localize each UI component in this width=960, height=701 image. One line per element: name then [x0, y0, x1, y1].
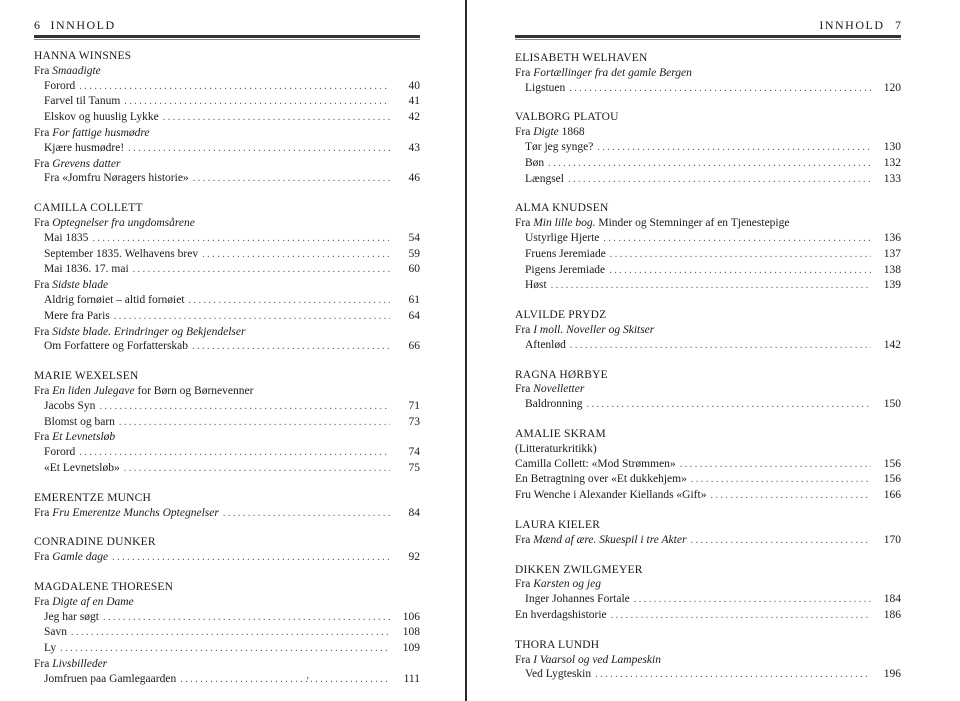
source-line — [515, 323, 901, 338]
source-line — [34, 325, 420, 340]
entry-title: Savn — [44, 626, 67, 639]
toc-entry — [34, 610, 420, 626]
toc-entry — [515, 472, 901, 488]
source-line — [34, 157, 420, 172]
author-section — [515, 201, 901, 294]
author-name: RAGNA HØRBYE — [515, 368, 608, 381]
source-heading — [34, 385, 253, 397]
toc-entry — [515, 81, 901, 97]
source-prefix: Fra — [34, 551, 50, 564]
entry-title: Pigens Jeremiade — [525, 263, 606, 276]
source-heading — [34, 506, 219, 521]
entry-page: 111 — [403, 672, 420, 685]
toc-entry — [515, 592, 901, 608]
entry-page: 137 — [883, 247, 901, 260]
right-page — [515, 0, 901, 701]
toc-entry — [34, 672, 420, 688]
entry-title: Baldronning — [525, 398, 583, 411]
entry-page: 66 — [408, 340, 420, 353]
author-name: ALVILDE PRYDZ — [515, 309, 607, 322]
source-line — [515, 66, 901, 81]
dot-leader — [79, 80, 390, 95]
entry-page: 61 — [408, 293, 420, 306]
source-prefix: Fra — [515, 66, 531, 79]
source-heading — [34, 431, 115, 443]
entry-page: 42 — [408, 111, 420, 124]
source-prefix: Fra — [515, 533, 531, 546]
source-prefix: Fra — [515, 383, 531, 396]
source-prefix: Fra — [515, 323, 531, 336]
entry-title: Jacobs Syn — [44, 399, 96, 412]
dot-leader — [163, 111, 390, 126]
source-prefix: Fra — [34, 384, 50, 397]
source-title: Fortællinger fra det gamle Bergen — [533, 66, 692, 79]
entry-page: 136 — [883, 231, 901, 244]
entry-title: Fru Wenche i Alexander Kiellands «Gift» — [515, 489, 707, 502]
author-name: DIKKEN ZWILGMEYER — [515, 563, 643, 576]
author-name: THORA LUNDH — [515, 638, 600, 651]
entry-title: Ved Lygteskin — [525, 668, 592, 681]
dot-leader — [710, 489, 871, 504]
source-heading — [515, 324, 654, 336]
entry-title: Mai 1835 — [44, 231, 89, 244]
source-title: I Vaarsol og ved Lampeskin — [533, 653, 661, 666]
dot-leader — [192, 340, 390, 355]
dot-leader — [609, 264, 871, 279]
source-line — [515, 216, 901, 231]
entry-page: 71 — [408, 399, 420, 412]
toc-column-left — [34, 49, 420, 701]
running-head-right — [515, 17, 901, 33]
dot-leader — [92, 232, 390, 247]
entry-page: 186 — [883, 608, 901, 621]
dot-leader — [119, 416, 390, 431]
dot-leader — [680, 458, 871, 473]
toc-entry — [515, 457, 901, 473]
stray-mark: ʼ — [306, 676, 310, 687]
author-section — [515, 563, 901, 624]
toc-entry — [515, 488, 901, 504]
entry-page: 170 — [883, 533, 901, 546]
author-section — [34, 535, 420, 566]
dot-leader — [551, 279, 871, 294]
entry-title: Blomst og barn — [44, 415, 115, 428]
author-name: ALMA KNUDSEN — [515, 202, 609, 215]
toc-entry — [515, 156, 901, 172]
author-name: MARIE WEXELSEN — [34, 370, 139, 383]
header-rule — [34, 35, 420, 38]
source-heading — [34, 217, 195, 229]
dot-leader — [189, 294, 390, 309]
dot-leader — [103, 611, 390, 626]
source-title: Fru Emerentze Munchs Optegnelser — [52, 506, 219, 519]
dot-leader — [634, 593, 871, 608]
toc-entry — [34, 94, 420, 110]
entry-title: Mere fra Paris — [44, 309, 110, 322]
source-title: Et Levnetsløb — [52, 431, 116, 444]
dot-leader — [114, 310, 390, 325]
source-prefix: Fra — [34, 325, 50, 338]
entry-title: Aldrig fornøiet – altid fornøiet — [44, 293, 185, 306]
source-title: Digte af en Dame — [52, 595, 134, 608]
toc-entry — [515, 247, 901, 263]
running-head-left — [34, 17, 420, 33]
source-heading — [34, 65, 101, 77]
source-line — [34, 550, 420, 566]
toc-entry — [515, 263, 901, 279]
source-heading — [34, 658, 107, 670]
toc-entry — [34, 415, 420, 431]
author-name: LAURA KIELER — [515, 518, 601, 531]
entry-title: Om Forfattere og Forfatterskab — [44, 340, 189, 353]
entry-title: En Betragtning over «Et dukkehjem» — [515, 473, 687, 486]
dot-leader — [124, 95, 390, 110]
entry-title: Tør jeg synge? — [525, 140, 594, 153]
entry-page: 46 — [408, 172, 420, 185]
source-title: Smaadigte — [52, 64, 101, 77]
toc-entry — [34, 247, 420, 263]
entry-title: Jeg har søgt — [44, 610, 99, 623]
source-prefix: Fra — [34, 595, 50, 608]
author-section — [34, 580, 420, 688]
toc-entry — [515, 278, 901, 294]
source-prefix: Fra — [34, 216, 50, 229]
header-rule — [515, 35, 901, 38]
source-prefix: Fra — [34, 657, 50, 670]
entry-page: 133 — [883, 172, 901, 185]
toc-entry — [515, 172, 901, 188]
toc-entry — [34, 110, 420, 126]
dot-leader — [690, 534, 871, 549]
source-prefix: Fra — [34, 126, 50, 139]
toc-entry — [515, 140, 901, 156]
author-section — [515, 518, 901, 549]
source-title: Karsten og jeg — [533, 578, 601, 591]
running-head-title: INNHOLD — [819, 18, 885, 32]
author-name: ELISABETH WELHAVEN — [515, 52, 648, 64]
entry-page: 54 — [408, 231, 420, 244]
source-title: En liden Julegave — [52, 384, 135, 397]
entry-page: 59 — [408, 247, 420, 260]
entry-page: 150 — [883, 398, 901, 411]
entry-title: Kjære husmødre! — [44, 141, 125, 154]
author-section — [34, 201, 420, 355]
source-prefix: Fra — [34, 506, 50, 519]
toc-column-right — [515, 51, 901, 697]
source-line — [34, 278, 420, 293]
entry-page: 75 — [408, 461, 420, 474]
author-section — [515, 368, 901, 413]
source-heading — [515, 67, 692, 79]
dot-leader — [60, 642, 390, 657]
entry-page: 41 — [408, 95, 420, 108]
toc-entry — [515, 231, 901, 247]
source-heading — [34, 326, 245, 338]
dot-leader — [603, 232, 871, 247]
author-section — [515, 427, 901, 504]
entry-page: 73 — [408, 415, 420, 428]
running-head-title: INNHOLD — [50, 18, 116, 32]
entry-title: Inger Johannes Fortale — [525, 593, 630, 606]
source-heading — [34, 279, 108, 291]
source-title: Digte — [533, 126, 559, 139]
entry-title: Fra «Jomfru Nøragers historie» — [44, 172, 189, 185]
entry-page: 43 — [408, 141, 420, 154]
dot-leader — [569, 82, 871, 97]
entry-title: September 1835. Welhavens brev — [44, 247, 199, 260]
dot-leader — [587, 398, 872, 413]
entry-title: Farvel til Tanum — [44, 95, 121, 108]
source-line — [34, 595, 420, 610]
source-line — [34, 657, 420, 672]
source-heading — [515, 654, 661, 666]
source-prefix: Fra — [34, 64, 50, 77]
source-suffix: Minder og Stemninger af en Tjenestepige — [598, 217, 790, 230]
source-prefix: Fra — [515, 578, 531, 591]
toc-entry — [515, 338, 901, 354]
toc-entry — [34, 79, 420, 95]
dot-leader — [223, 507, 390, 522]
entry-page: 84 — [408, 506, 420, 519]
source-title: Grevens datter — [52, 157, 121, 170]
entry-title: Ly — [44, 642, 57, 655]
left-page — [34, 0, 420, 701]
author-section — [515, 308, 901, 353]
source-heading — [515, 383, 584, 395]
entry-page: 184 — [883, 593, 901, 606]
page-gutter — [465, 0, 467, 701]
dot-leader — [71, 626, 390, 641]
dot-leader — [595, 668, 871, 683]
source-line — [515, 533, 901, 549]
source-line — [515, 382, 901, 397]
toc-entry — [34, 293, 420, 309]
author-name: CAMILLA COLLETT — [34, 202, 143, 215]
entry-page: 109 — [402, 642, 420, 655]
dot-leader — [112, 551, 390, 566]
author-section — [515, 51, 901, 96]
entry-title: Forord — [44, 446, 76, 459]
entry-page: 196 — [883, 668, 901, 681]
dot-leader — [691, 473, 871, 488]
entry-page: 106 — [402, 610, 420, 623]
source-heading — [34, 127, 150, 139]
toc-entry — [34, 625, 420, 641]
source-title: For fattige husmødre — [52, 126, 150, 139]
source-prefix: Fra — [34, 157, 50, 170]
source-line — [34, 216, 420, 231]
dot-leader — [99, 400, 390, 415]
source-title: Min lille bog. — [533, 217, 596, 230]
entry-page: 130 — [883, 140, 901, 153]
source-heading — [34, 596, 134, 608]
entry-page: 108 — [402, 626, 420, 639]
author-section — [515, 638, 901, 683]
source-title: Sidste blade — [52, 279, 109, 292]
source-prefix: Fra — [515, 653, 531, 666]
source-prefix: Fra — [515, 217, 531, 230]
dot-leader — [611, 609, 871, 624]
toc-entry — [515, 608, 901, 624]
author-section — [515, 110, 901, 187]
toc-entry — [34, 231, 420, 247]
entry-page: 40 — [408, 79, 420, 92]
entry-title: Mai 1836. 17. mai — [44, 263, 129, 276]
toc-entry — [34, 445, 420, 461]
author-section — [34, 369, 420, 477]
entry-title: En hverdagshistorie — [515, 608, 607, 621]
source-title: Novelletter — [533, 383, 585, 396]
author-section — [34, 49, 420, 187]
author-name: AMALIE SKRAM — [515, 427, 606, 440]
toc-entry — [34, 262, 420, 278]
source-line — [34, 384, 420, 399]
entry-title: Fruens Jeremiade — [525, 247, 606, 260]
toc-entry — [34, 399, 420, 415]
entry-page: 156 — [883, 473, 901, 486]
author-section — [34, 491, 420, 522]
dot-leader — [570, 339, 871, 354]
source-heading — [34, 158, 120, 170]
source-title: Optegnelser fra ungdomsårene — [52, 216, 195, 229]
source-heading — [515, 217, 789, 229]
entry-page: 120 — [883, 81, 901, 94]
source-title: Gamle dage — [52, 551, 109, 564]
source-heading — [34, 550, 108, 565]
entry-page: 60 — [408, 263, 420, 276]
dot-leader — [133, 263, 390, 278]
entry-title: Høst — [525, 279, 547, 292]
dot-leader — [193, 172, 390, 187]
source-title: Mænd af ære. Skuespil i tre Akter — [533, 533, 687, 546]
source-line — [515, 653, 901, 668]
source-title: I moll. Noveller og Skitser — [533, 323, 655, 336]
entry-page: 74 — [408, 446, 420, 459]
entry-page: 139 — [883, 279, 901, 292]
entry-page: 138 — [883, 263, 901, 276]
entry-title: Forord — [44, 79, 76, 92]
entry-title: Ligstuen — [525, 81, 566, 94]
page-number: 6 — [34, 18, 40, 32]
source-prefix: Fra — [34, 431, 50, 444]
entry-title: «Et Levnetsløb» — [44, 461, 120, 474]
source-line — [34, 126, 420, 141]
source-line — [34, 64, 420, 79]
toc-entry — [515, 667, 901, 683]
toc-entry — [34, 309, 420, 325]
entry-page: 92 — [408, 551, 420, 564]
entry-page: 132 — [883, 156, 901, 169]
dot-leader — [124, 462, 390, 477]
source-line — [515, 577, 901, 592]
author-name: VALBORG PLATOU — [515, 111, 619, 124]
dot-leader — [568, 173, 871, 188]
source-line — [515, 125, 901, 140]
section-note: (Litteraturkritikk) — [515, 442, 597, 455]
dot-leader — [180, 673, 390, 688]
source-suffix: for Børn og Børnevenner — [137, 384, 254, 397]
source-prefix: Fra — [34, 279, 50, 292]
dot-leader — [610, 248, 871, 263]
toc-entry — [34, 171, 420, 187]
author-name: MAGDALENE THORESEN — [34, 580, 174, 593]
toc-entry — [34, 641, 420, 657]
entry-title: Aftenlød — [525, 338, 566, 351]
entry-page: 156 — [883, 457, 901, 470]
entry-page: 142 — [883, 338, 901, 351]
toc-entry — [34, 141, 420, 157]
entry-page: 166 — [883, 489, 901, 502]
entry-title: Ustyrlige Hjerte — [525, 231, 600, 244]
entry-title: Bøn — [525, 156, 545, 169]
author-name: CONRADINE DUNKER — [34, 536, 156, 549]
page-number: 7 — [895, 18, 901, 32]
source-heading — [515, 578, 601, 590]
source-line — [34, 506, 420, 522]
toc-entry — [34, 339, 420, 355]
source-suffix: 1868 — [561, 126, 585, 139]
entry-page: 64 — [408, 309, 420, 322]
entry-title: Elskov og huuslig Lykke — [44, 111, 159, 124]
entry-title: Jomfruen paa Gamlegaarden — [44, 672, 177, 685]
source-heading — [515, 533, 686, 548]
source-line — [34, 430, 420, 445]
dot-leader — [548, 157, 871, 172]
source-title: Livsbilleder — [52, 657, 108, 670]
entry-title: Længsel — [525, 172, 564, 185]
toc-entry — [34, 461, 420, 477]
dot-leader — [79, 446, 390, 461]
dot-leader — [128, 142, 390, 157]
entry-title: Camilla Collett: «Mod Strømmen» — [515, 457, 676, 470]
source-heading — [515, 126, 585, 138]
dot-leader — [202, 248, 390, 263]
source-prefix: Fra — [515, 126, 531, 139]
dot-leader — [597, 141, 871, 156]
source-title: Sidste blade. Erindringer og Bekjendelser — [52, 325, 246, 338]
author-name: HANNA WINSNES — [34, 50, 132, 62]
author-name: EMERENTZE MUNCH — [34, 491, 152, 504]
toc-entry — [515, 397, 901, 413]
